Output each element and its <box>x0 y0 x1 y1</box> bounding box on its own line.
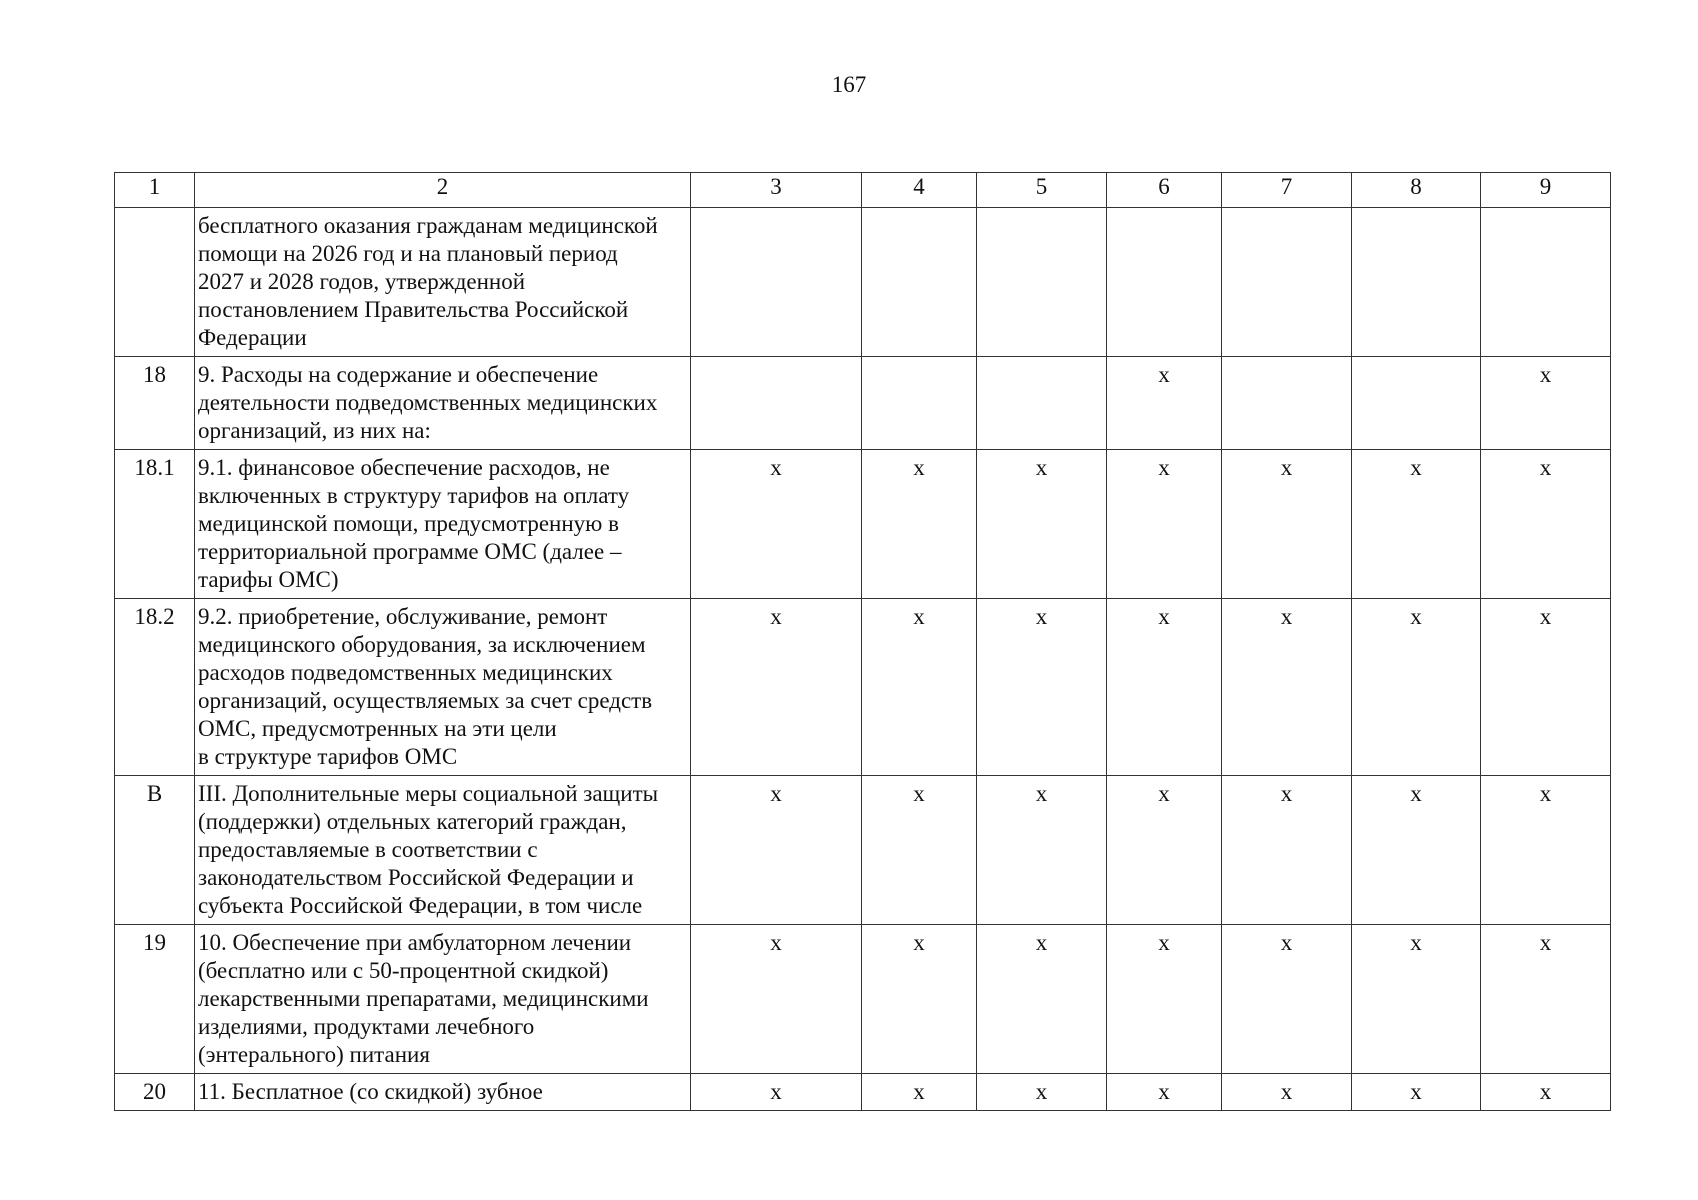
mark-cell: х <box>1481 357 1611 450</box>
mark-cell: х <box>862 1074 977 1111</box>
description-line: субъекта Российской Федерации, в том числе <box>198 893 643 918</box>
mark-cell: х <box>862 450 977 599</box>
mark-cell <box>862 357 977 450</box>
table-row <box>115 1074 1611 1111</box>
mark-cell: х <box>862 925 977 1074</box>
description-cell <box>195 776 691 925</box>
row-number-cell: 18.1 <box>115 450 195 599</box>
description-line: в структуре тарифов ОМС <box>198 744 458 769</box>
mark-cell: х <box>1107 357 1222 450</box>
description-line: изделиями, продуктами лечебного <box>198 1014 535 1039</box>
description-line: медицинского оборудования, за исключением <box>198 632 646 657</box>
mark-cell: х <box>977 599 1107 776</box>
description-line: постановлением Правительства Российской <box>198 297 629 322</box>
row-number-cell: 20 <box>115 1074 195 1111</box>
mark-cell: х <box>1352 450 1481 599</box>
description-line: деятельности подведомственных медицинских <box>198 390 658 415</box>
row-number-cell: 18 <box>115 357 195 450</box>
mark-cell: х <box>1481 599 1611 776</box>
mark-cell: х <box>1222 1074 1352 1111</box>
mark-cell <box>977 357 1107 450</box>
description-line: III. Дополнительные меры социальной защиты <box>198 781 659 806</box>
description-line: 11. Бесплатное (со скидкой) зубное <box>198 1079 543 1104</box>
description-line: предоставляемые в соответствии с <box>198 837 538 862</box>
description-line: 9.1. финансовое обеспечение расходов, не <box>198 455 610 480</box>
mark-cell: х <box>1107 776 1222 925</box>
description-cell <box>195 450 691 599</box>
mark-cell: х <box>1107 925 1222 1074</box>
mark-cell <box>1352 208 1481 357</box>
table-row <box>115 357 1611 450</box>
mark-cell: х <box>1481 776 1611 925</box>
description-line: бесплатного оказания гражданам медицинской <box>198 213 658 238</box>
column-header: 6 <box>1107 173 1222 208</box>
mark-cell: х <box>1107 450 1222 599</box>
mark-cell: х <box>1222 450 1352 599</box>
mark-cell: х <box>977 450 1107 599</box>
description-line: (бесплатно или с 50-процентной скидкой) <box>198 958 609 983</box>
mark-cell: х <box>691 925 862 1074</box>
description-cell <box>195 925 691 1074</box>
mark-cell: х <box>862 776 977 925</box>
column-header: 1 <box>115 173 195 208</box>
mark-cell: х <box>1222 599 1352 776</box>
mark-cell: х <box>691 776 862 925</box>
page-number: 167 <box>831 72 867 97</box>
mark-cell <box>1481 208 1611 357</box>
description-line: ОМС, предусмотренных на эти цели <box>198 716 557 741</box>
table-row <box>115 925 1611 1074</box>
table-row <box>115 208 1611 357</box>
mark-cell <box>862 208 977 357</box>
mark-cell <box>691 208 862 357</box>
mark-cell: х <box>977 1074 1107 1111</box>
mark-cell: х <box>1481 925 1611 1074</box>
description-cell <box>195 208 691 357</box>
description-line: 10. Обеспечение при амбулаторном лечении <box>198 930 632 955</box>
mark-cell: х <box>691 599 862 776</box>
mark-cell: х <box>1352 925 1481 1074</box>
column-header: 8 <box>1352 173 1481 208</box>
column-header: 4 <box>862 173 977 208</box>
description-cell <box>195 599 691 776</box>
mark-cell: х <box>1481 1074 1611 1111</box>
description-line: тарифы ОМС) <box>198 567 339 592</box>
header-row <box>115 173 1611 208</box>
table-row <box>115 776 1611 925</box>
mark-cell <box>977 208 1107 357</box>
description-line: (поддержки) отдельных категорий граждан, <box>198 809 627 834</box>
description-line: 9.2. приобретение, обслуживание, ремонт <box>198 604 608 629</box>
description-line: медицинской помощи, предусмотренную в <box>198 511 619 536</box>
mark-cell: х <box>1222 925 1352 1074</box>
description-line: расходов подведомственных медицинских <box>198 660 613 685</box>
expenditure-table <box>114 172 1611 1111</box>
description-line: лекарственными препаратами, медицинскими <box>198 986 649 1011</box>
mark-cell <box>691 357 862 450</box>
description-line: включенных в структуру тарифов на оплату <box>198 483 630 508</box>
description-line: организаций, осуществляемых за счет средств <box>198 688 653 713</box>
description-cell <box>195 1074 691 1111</box>
mark-cell: х <box>1481 450 1611 599</box>
mark-cell <box>1222 208 1352 357</box>
mark-cell: х <box>691 450 862 599</box>
description-line: помощи на 2026 год и на плановый период <box>198 241 618 266</box>
mark-cell: х <box>1107 599 1222 776</box>
row-number-cell: 19 <box>115 925 195 1074</box>
table-row <box>115 599 1611 776</box>
mark-cell <box>1222 357 1352 450</box>
column-header: 3 <box>691 173 862 208</box>
row-number-cell <box>115 208 195 357</box>
column-header: 9 <box>1481 173 1611 208</box>
description-line: 2027 и 2028 годов, утвержденной <box>198 269 526 294</box>
column-header: 5 <box>977 173 1107 208</box>
mark-cell: х <box>862 599 977 776</box>
description-line: 9. Расходы на содержание и обеспечение <box>198 362 599 387</box>
row-number-cell: В <box>115 776 195 925</box>
mark-cell: х <box>977 925 1107 1074</box>
mark-cell: х <box>1222 776 1352 925</box>
mark-cell: х <box>691 1074 862 1111</box>
mark-cell: х <box>1352 776 1481 925</box>
mark-cell: х <box>1352 599 1481 776</box>
column-header: 2 <box>195 173 691 208</box>
table-row <box>115 450 1611 599</box>
row-number-cell: 18.2 <box>115 599 195 776</box>
mark-cell <box>1352 357 1481 450</box>
mark-cell <box>1107 208 1222 357</box>
mark-cell: х <box>1352 1074 1481 1111</box>
description-cell <box>195 357 691 450</box>
description-line: (энтерального) питания <box>198 1042 430 1067</box>
mark-cell: х <box>977 776 1107 925</box>
description-line: Федерации <box>198 325 307 350</box>
description-line: территориальной программе ОМС (далее – <box>198 539 622 564</box>
description-line: законодательством Российской Федерации и <box>198 865 634 890</box>
description-line: организаций, из них на: <box>198 418 431 443</box>
column-header: 7 <box>1222 173 1352 208</box>
mark-cell: х <box>1107 1074 1222 1111</box>
